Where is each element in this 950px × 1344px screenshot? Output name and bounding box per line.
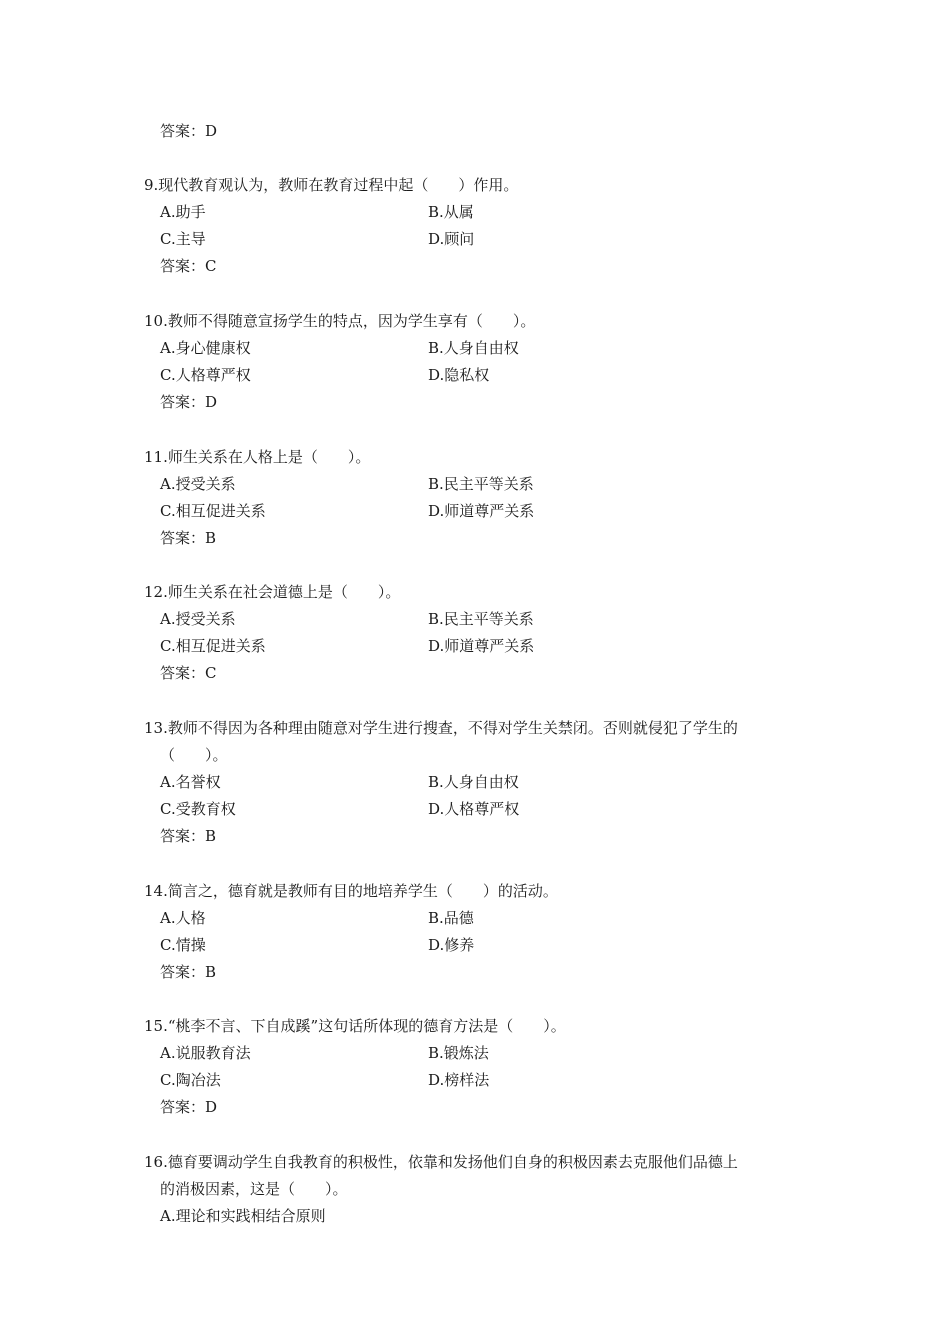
answer-line: 答案：C <box>160 664 217 682</box>
option-b: B.品德 <box>428 909 474 927</box>
option-a: A.身心健康权 <box>160 339 251 357</box>
answer-line: 答案：B <box>160 827 217 845</box>
question-stem: 14.简言之，德育就是教师有目的地培养学生（ ）的活动。 <box>144 882 558 900</box>
option-c: C.受教育权 <box>160 800 236 818</box>
question-stem: 13.教师不得因为各种理由随意对学生进行搜查，不得对学生关禁闭。否则就侵犯了学生的 <box>144 719 738 737</box>
option-d: D.师道尊严关系 <box>428 502 535 520</box>
option-c: C.相互促进关系 <box>160 637 266 655</box>
answer-line: 答案：D <box>160 393 218 411</box>
question-stem: 10.教师不得随意宣扬学生的特点，因为学生享有（ ）。 <box>144 312 536 330</box>
question-stem: 12.师生关系在社会道德上是（ ）。 <box>144 583 401 601</box>
option-c: C.人格尊严权 <box>160 366 251 384</box>
option-a: A.名誉权 <box>160 773 221 791</box>
option-b: B.民主平等关系 <box>428 610 534 628</box>
option-c: C.主导 <box>160 230 206 248</box>
answer-line: 答案：B <box>160 963 217 981</box>
option-a: A.授受关系 <box>160 475 236 493</box>
question-stem-continued: （ ）。 <box>160 746 228 764</box>
option-b: B.人身自由权 <box>428 773 519 791</box>
option-b: B.民主平等关系 <box>428 475 534 493</box>
option-a: A.人格 <box>160 909 206 927</box>
option-b: B.锻炼法 <box>428 1044 489 1062</box>
option-a: A.说服教育法 <box>160 1044 251 1062</box>
option-b: B.从属 <box>428 203 474 221</box>
option-d: D.修养 <box>428 936 475 954</box>
question-stem: 9.现代教育观认为，教师在教育过程中起（ ）作用。 <box>144 176 519 194</box>
option-a: A.理论和实践相结合原则 <box>160 1207 326 1225</box>
option-d: D.顾问 <box>428 230 475 248</box>
option-d: D.人格尊严权 <box>428 800 520 818</box>
option-d: D.师道尊严关系 <box>428 637 535 655</box>
answer-line: 答案：D <box>160 1098 218 1116</box>
option-c: C.相互促进关系 <box>160 502 266 520</box>
answer-line: 答案：D <box>160 122 218 140</box>
option-a: A.助手 <box>160 203 206 221</box>
option-d: D.榜样法 <box>428 1071 490 1089</box>
option-a: A.授受关系 <box>160 610 236 628</box>
question-stem: 15.“桃李不言、下自成蹊”这句话所体现的德育方法是（ ）。 <box>144 1017 566 1035</box>
question-stem-continued: 的消极因素，这是（ ）。 <box>160 1180 348 1198</box>
option-c: C.陶冶法 <box>160 1071 221 1089</box>
option-b: B.人身自由权 <box>428 339 519 357</box>
question-stem: 11.师生关系在人格上是（ ）。 <box>144 448 371 466</box>
answer-line: 答案：B <box>160 529 217 547</box>
answer-line: 答案：C <box>160 257 217 275</box>
question-stem: 16.德育要调动学生自我教育的积极性，依靠和发扬他们自身的积极因素去克服他们品德上 <box>144 1153 738 1171</box>
option-c: C.情操 <box>160 936 206 954</box>
option-d: D.隐私权 <box>428 366 490 384</box>
